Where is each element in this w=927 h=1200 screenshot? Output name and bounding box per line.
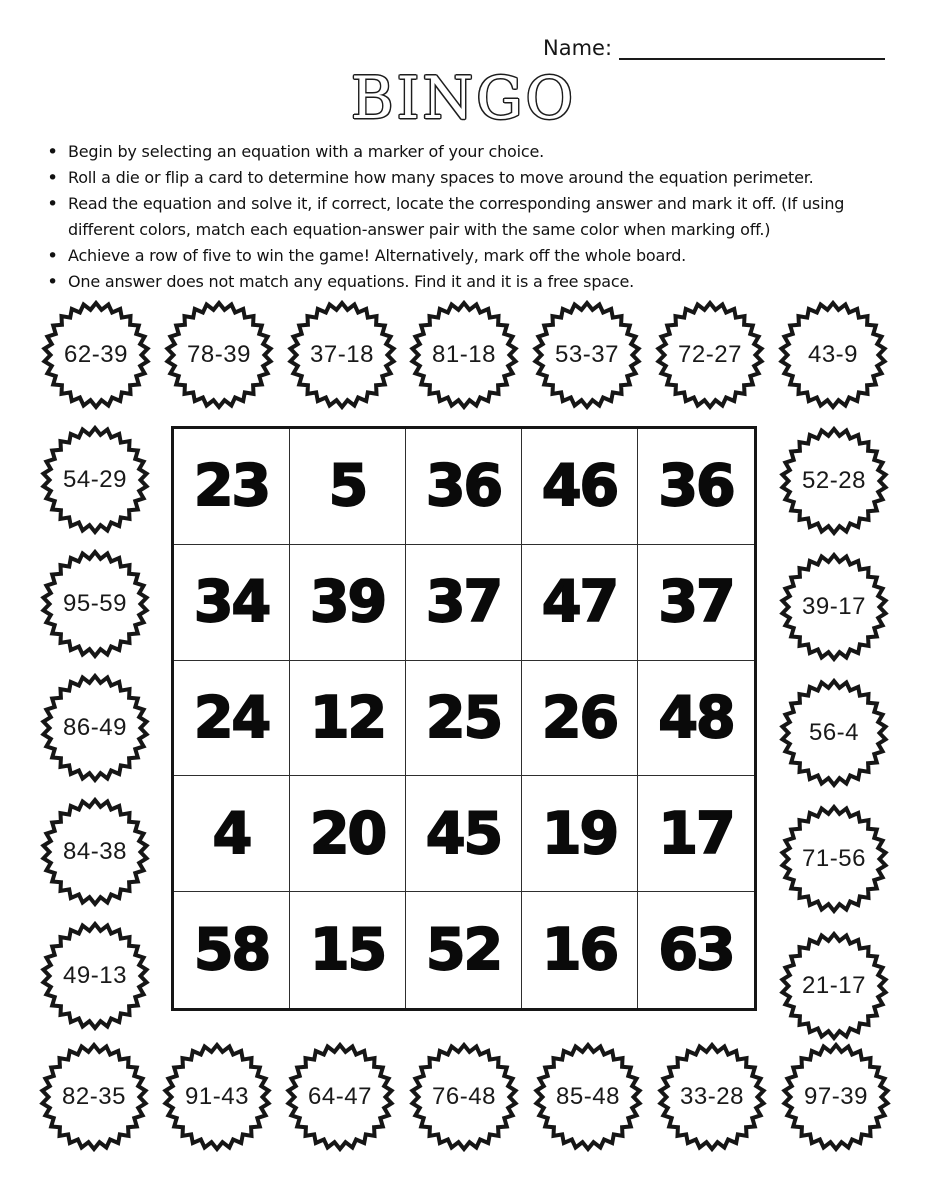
bingo-cell[interactable] — [522, 429, 638, 545]
equation-badge[interactable] — [408, 299, 520, 411]
bingo-cell-value: 58 — [193, 917, 270, 984]
instruction-item: • One answer does not match any equations. Find it and it is a free space. — [46, 269, 888, 295]
equation-label: 52-28 — [802, 467, 866, 494]
equation-label: 78-39 — [187, 341, 251, 368]
equation-badge[interactable] — [39, 920, 151, 1032]
bingo-cell-value: 17 — [658, 800, 734, 867]
equation-badge[interactable] — [531, 299, 643, 411]
equation-label: 97-39 — [804, 1083, 868, 1110]
bingo-cell[interactable] — [174, 545, 290, 661]
equation-label: 49-13 — [63, 962, 127, 989]
bingo-cell-value: 36 — [425, 453, 502, 520]
equation-label: 37-18 — [310, 341, 374, 368]
equation-label: 86-49 — [63, 714, 127, 741]
equation-badge[interactable] — [161, 1041, 273, 1153]
equation-label: 95-59 — [63, 590, 127, 617]
instruction-item: • Read the equation and solve it, if correct, locate the corresponding answer and mark it off. (If using different colors, match each equation-answer pair with the same color when marking off.) — [46, 191, 888, 243]
bingo-cell-value: 34 — [193, 569, 270, 636]
page-title: BINGO — [350, 64, 577, 132]
bingo-cell-value: 46 — [541, 453, 618, 520]
equation-label: 54-29 — [63, 466, 127, 493]
bingo-cell-value: 37 — [425, 569, 502, 636]
bingo-cell[interactable] — [290, 661, 406, 777]
name-blank-line[interactable] — [619, 34, 885, 60]
bingo-cell-value: 45 — [425, 800, 502, 867]
equation-badge[interactable] — [163, 299, 275, 411]
bingo-cell-value: 4 — [212, 800, 251, 867]
bingo-cell-value: 26 — [541, 684, 618, 751]
bingo-cell-value: 25 — [425, 684, 502, 751]
equation-badge[interactable] — [408, 1041, 520, 1153]
bingo-cell[interactable] — [290, 776, 406, 892]
equation-badge[interactable] — [656, 1041, 768, 1153]
equation-badge[interactable] — [286, 299, 398, 411]
bingo-cell-value: 5 — [328, 453, 367, 520]
bingo-cell-value: 12 — [309, 684, 386, 751]
equation-label: 56-4 — [808, 719, 860, 746]
equation-label: 62-39 — [64, 341, 128, 368]
bingo-cell-value: 16 — [541, 917, 618, 984]
equation-label: 21-17 — [802, 972, 866, 999]
bingo-cell-value: 47 — [541, 569, 618, 636]
bingo-cell[interactable] — [174, 892, 290, 1008]
equation-badge[interactable] — [39, 548, 151, 660]
bingo-cell-value: 24 — [193, 684, 270, 751]
bingo-cell[interactable] — [290, 545, 406, 661]
equation-badge[interactable] — [39, 672, 151, 784]
bingo-cell[interactable] — [638, 429, 754, 545]
bingo-cell-value: 48 — [658, 684, 734, 751]
bingo-cell[interactable] — [522, 661, 638, 777]
bingo-cell[interactable] — [522, 776, 638, 892]
equation-label: 71-56 — [802, 845, 866, 872]
bingo-cell-value: 19 — [541, 800, 618, 867]
equation-label: 85-48 — [556, 1083, 620, 1110]
bingo-cell[interactable] — [174, 776, 290, 892]
equation-label: 91-43 — [185, 1083, 249, 1110]
bingo-cell-value: 20 — [309, 800, 386, 867]
equation-badge[interactable] — [778, 425, 890, 537]
equation-label: 76-48 — [432, 1083, 496, 1110]
equation-badge[interactable] — [778, 803, 890, 915]
instructions-list — [46, 139, 888, 295]
equation-badge[interactable] — [532, 1041, 644, 1153]
name-label: Name: — [543, 36, 613, 60]
equation-badge[interactable] — [777, 299, 889, 411]
bingo-cell-value: 52 — [425, 917, 502, 984]
bingo-cell[interactable] — [406, 776, 522, 892]
equation-label: 39-17 — [802, 593, 866, 620]
equation-badge[interactable] — [39, 796, 151, 908]
instruction-item: • Begin by selecting an equation with a marker of your choice. — [46, 139, 888, 165]
bingo-cell-value: 23 — [193, 453, 270, 520]
bingo-cell[interactable] — [290, 892, 406, 1008]
bingo-cell-value: 15 — [309, 917, 386, 984]
bingo-cell[interactable] — [406, 545, 522, 661]
bingo-board — [171, 426, 757, 1011]
equation-label: 43-9 — [807, 341, 859, 368]
bingo-cell[interactable] — [406, 892, 522, 1008]
equation-badge[interactable] — [778, 677, 890, 789]
equation-badge[interactable] — [284, 1041, 396, 1153]
equation-badge[interactable] — [654, 299, 766, 411]
equation-label: 81-18 — [432, 341, 496, 368]
bingo-cell[interactable] — [290, 429, 406, 545]
bingo-cell-value: 39 — [309, 569, 386, 636]
name-row — [543, 34, 885, 60]
bingo-cell[interactable] — [174, 429, 290, 545]
bingo-cell[interactable] — [638, 545, 754, 661]
bingo-cell-value: 37 — [658, 569, 734, 636]
equation-badge[interactable] — [780, 1041, 892, 1153]
bingo-cell[interactable] — [522, 892, 638, 1008]
equation-label: 33-28 — [680, 1083, 744, 1110]
bingo-cell-value: 63 — [658, 917, 734, 984]
equation-label: 84-38 — [63, 838, 127, 865]
bingo-cell[interactable] — [406, 661, 522, 777]
equation-badge[interactable] — [778, 930, 890, 1042]
equation-badge[interactable] — [39, 424, 151, 536]
bingo-cell[interactable] — [174, 661, 290, 777]
equation-badge[interactable] — [40, 299, 152, 411]
equation-label: 82-35 — [62, 1083, 126, 1110]
bingo-cell[interactable] — [638, 661, 754, 777]
equation-label: 64-47 — [308, 1083, 372, 1110]
instruction-item: • Achieve a row of five to win the game! Alternatively, mark off the whole board. — [46, 243, 888, 269]
bingo-cell[interactable] — [522, 545, 638, 661]
instruction-item: • Roll a die or flip a card to determine how many spaces to move around the equation perimeter. — [46, 165, 888, 191]
equation-label: 53-37 — [555, 341, 619, 368]
bingo-cell-value: 36 — [658, 453, 734, 520]
equation-badge[interactable] — [778, 551, 890, 663]
equation-badge[interactable] — [38, 1041, 150, 1153]
bingo-cell[interactable] — [638, 776, 754, 892]
bingo-cell[interactable] — [638, 892, 754, 1008]
equation-label: 72-27 — [678, 341, 742, 368]
bingo-cell[interactable] — [406, 429, 522, 545]
